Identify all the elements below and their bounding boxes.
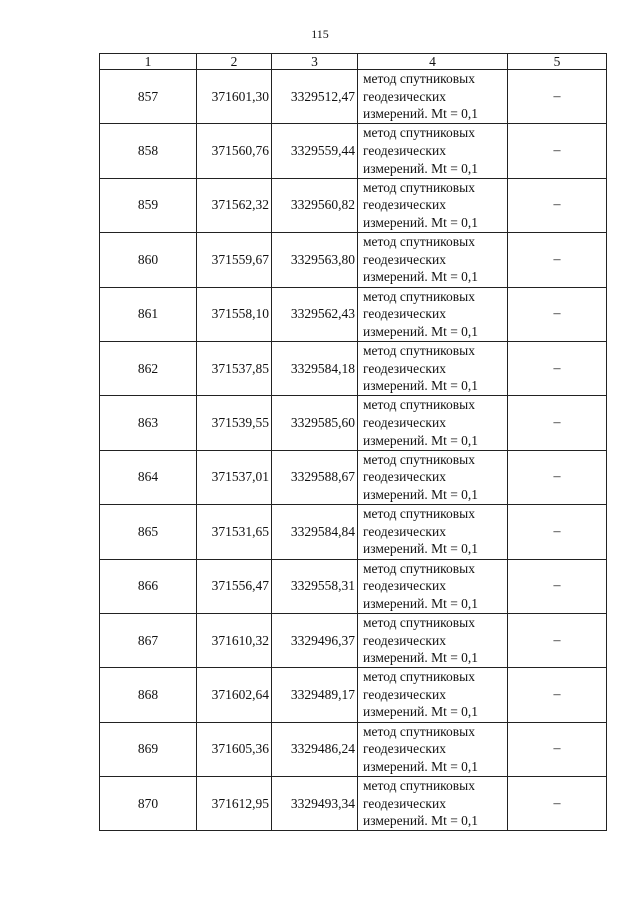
method-line: геодезических xyxy=(363,360,446,376)
y-coordinate-cell: 3329486,24 xyxy=(272,722,358,776)
point-number-cell: 858 xyxy=(100,124,197,178)
method-line: измерений. Mt = 0,1 xyxy=(363,160,479,176)
y-coordinate-cell: 3329563,80 xyxy=(272,233,358,287)
method-line: геодезических xyxy=(363,88,446,104)
table-row xyxy=(100,124,607,178)
method-cell xyxy=(358,341,508,395)
method-line: метод спутниковых xyxy=(363,179,475,195)
point-number-cell: 861 xyxy=(100,287,197,341)
method-line: метод спутниковых xyxy=(363,778,475,794)
column-5-cell: – xyxy=(508,287,607,341)
method-line: геодезических xyxy=(363,142,446,158)
x-coordinate-cell: 371539,55 xyxy=(197,396,272,450)
column-5-cell: – xyxy=(508,341,607,395)
x-coordinate-cell: 371612,95 xyxy=(197,777,272,831)
x-coordinate-cell: 371601,30 xyxy=(197,70,272,124)
method-line: измерений. Mt = 0,1 xyxy=(363,378,479,394)
method-line: измерений. Mt = 0,1 xyxy=(363,541,479,557)
method-line: метод спутниковых xyxy=(363,506,475,522)
table-row xyxy=(100,450,607,504)
x-coordinate-cell: 371556,47 xyxy=(197,559,272,613)
x-coordinate-cell: 371560,76 xyxy=(197,124,272,178)
column-5-cell: – xyxy=(508,450,607,504)
table-row xyxy=(100,233,607,287)
column-5-cell: – xyxy=(508,70,607,124)
column-5-cell: – xyxy=(508,178,607,232)
table-row xyxy=(100,505,607,559)
method-cell xyxy=(358,613,508,667)
y-coordinate-cell: 3329560,82 xyxy=(272,178,358,232)
method-line: геодезических xyxy=(363,414,446,430)
table-row xyxy=(100,178,607,232)
y-coordinate-cell: 3329493,34 xyxy=(272,777,358,831)
point-number-cell: 866 xyxy=(100,559,197,613)
method-line: геодезических xyxy=(363,306,446,322)
column-5-cell: – xyxy=(508,396,607,450)
method-cell xyxy=(358,287,508,341)
method-line: измерений. Mt = 0,1 xyxy=(363,106,479,122)
y-coordinate-cell: 3329588,67 xyxy=(272,450,358,504)
method-line: метод спутниковых xyxy=(363,451,475,467)
x-coordinate-cell: 371559,67 xyxy=(197,233,272,287)
method-cell xyxy=(358,124,508,178)
point-number-cell: 868 xyxy=(100,668,197,722)
column-5-cell: – xyxy=(508,722,607,776)
column-5-cell: – xyxy=(508,777,607,831)
method-line: метод спутниковых xyxy=(363,71,475,86)
method-cell xyxy=(358,559,508,613)
point-number-cell: 863 xyxy=(100,396,197,450)
x-coordinate-cell: 371537,85 xyxy=(197,341,272,395)
column-header-5: 5 xyxy=(508,54,607,70)
method-line: геодезических xyxy=(363,578,446,594)
column-header-3: 3 xyxy=(272,54,358,70)
table-row xyxy=(100,777,607,831)
page-number: 115 xyxy=(311,27,329,41)
point-number-cell: 857 xyxy=(100,70,197,124)
method-line: геодезических xyxy=(363,197,446,213)
method-line: измерений. Mt = 0,1 xyxy=(363,432,479,448)
x-coordinate-cell: 371531,65 xyxy=(197,505,272,559)
column-5-cell: – xyxy=(508,559,607,613)
y-coordinate-cell: 3329584,84 xyxy=(272,505,358,559)
method-line: метод спутниковых xyxy=(363,723,475,739)
method-line: геодезических xyxy=(363,469,446,485)
table-row xyxy=(100,668,607,722)
x-coordinate-cell: 371605,36 xyxy=(197,722,272,776)
method-cell xyxy=(358,233,508,287)
table-body xyxy=(100,70,607,831)
y-coordinate-cell: 3329562,43 xyxy=(272,287,358,341)
method-line: геодезических xyxy=(363,795,446,811)
method-line: геодезических xyxy=(363,251,446,267)
column-5-cell: – xyxy=(508,668,607,722)
point-number-cell: 867 xyxy=(100,613,197,667)
method-line: метод спутниковых xyxy=(363,614,475,630)
method-line: измерений. Mt = 0,1 xyxy=(363,758,479,774)
table-row xyxy=(100,287,607,341)
column-5-cell: – xyxy=(508,124,607,178)
method-line: измерений. Mt = 0,1 xyxy=(363,704,479,720)
method-cell xyxy=(358,722,508,776)
y-coordinate-cell: 3329496,37 xyxy=(272,613,358,667)
method-line: геодезических xyxy=(363,686,446,702)
table-row xyxy=(100,70,607,124)
method-line: измерений. Mt = 0,1 xyxy=(363,813,479,829)
y-coordinate-cell: 3329489,17 xyxy=(272,668,358,722)
point-number-cell: 870 xyxy=(100,777,197,831)
point-number-cell: 869 xyxy=(100,722,197,776)
y-coordinate-cell: 3329512,47 xyxy=(272,70,358,124)
method-line: измерений. Mt = 0,1 xyxy=(363,650,479,666)
x-coordinate-cell: 371602,64 xyxy=(197,668,272,722)
method-line: измерений. Mt = 0,1 xyxy=(363,323,479,339)
method-line: измерений. Mt = 0,1 xyxy=(363,214,479,230)
point-number-cell: 860 xyxy=(100,233,197,287)
table-row xyxy=(100,396,607,450)
method-line: метод спутниковых xyxy=(363,397,475,413)
method-cell xyxy=(358,178,508,232)
method-line: метод спутниковых xyxy=(363,234,475,250)
method-line: измерений. Mt = 0,1 xyxy=(363,269,479,285)
point-number-cell: 864 xyxy=(100,450,197,504)
method-cell xyxy=(358,396,508,450)
method-line: метод спутниковых xyxy=(363,125,475,141)
y-coordinate-cell: 3329558,31 xyxy=(272,559,358,613)
y-coordinate-cell: 3329584,18 xyxy=(272,341,358,395)
x-coordinate-cell: 371610,32 xyxy=(197,613,272,667)
table-row xyxy=(100,722,607,776)
method-line: метод спутниковых xyxy=(363,669,475,685)
column-header-2: 2 xyxy=(197,54,272,70)
y-coordinate-cell: 3329559,44 xyxy=(272,124,358,178)
method-cell xyxy=(358,450,508,504)
y-coordinate-cell: 3329585,60 xyxy=(272,396,358,450)
table-header-row xyxy=(100,54,607,70)
x-coordinate-cell: 371562,32 xyxy=(197,178,272,232)
column-header-4: 4 xyxy=(358,54,508,70)
method-cell xyxy=(358,777,508,831)
table-row xyxy=(100,613,607,667)
method-line: измерений. Mt = 0,1 xyxy=(363,595,479,611)
column-5-cell: – xyxy=(508,613,607,667)
x-coordinate-cell: 371558,10 xyxy=(197,287,272,341)
method-cell xyxy=(358,668,508,722)
method-line: метод спутниковых xyxy=(363,288,475,304)
method-cell xyxy=(358,505,508,559)
x-coordinate-cell: 371537,01 xyxy=(197,450,272,504)
point-number-cell: 862 xyxy=(100,341,197,395)
column-header-1: 1 xyxy=(100,54,197,70)
table-row xyxy=(100,559,607,613)
column-5-cell: – xyxy=(508,233,607,287)
method-line: метод спутниковых xyxy=(363,560,475,576)
method-line: измерений. Mt = 0,1 xyxy=(363,486,479,502)
point-number-cell: 865 xyxy=(100,505,197,559)
method-line: геодезических xyxy=(363,523,446,539)
coordinates-table xyxy=(99,53,607,831)
method-cell xyxy=(358,70,508,124)
method-line: геодезических xyxy=(363,632,446,648)
table-row xyxy=(100,341,607,395)
method-line: геодезических xyxy=(363,741,446,757)
column-5-cell: – xyxy=(508,505,607,559)
method-line: метод спутниковых xyxy=(363,342,475,358)
point-number-cell: 859 xyxy=(100,178,197,232)
